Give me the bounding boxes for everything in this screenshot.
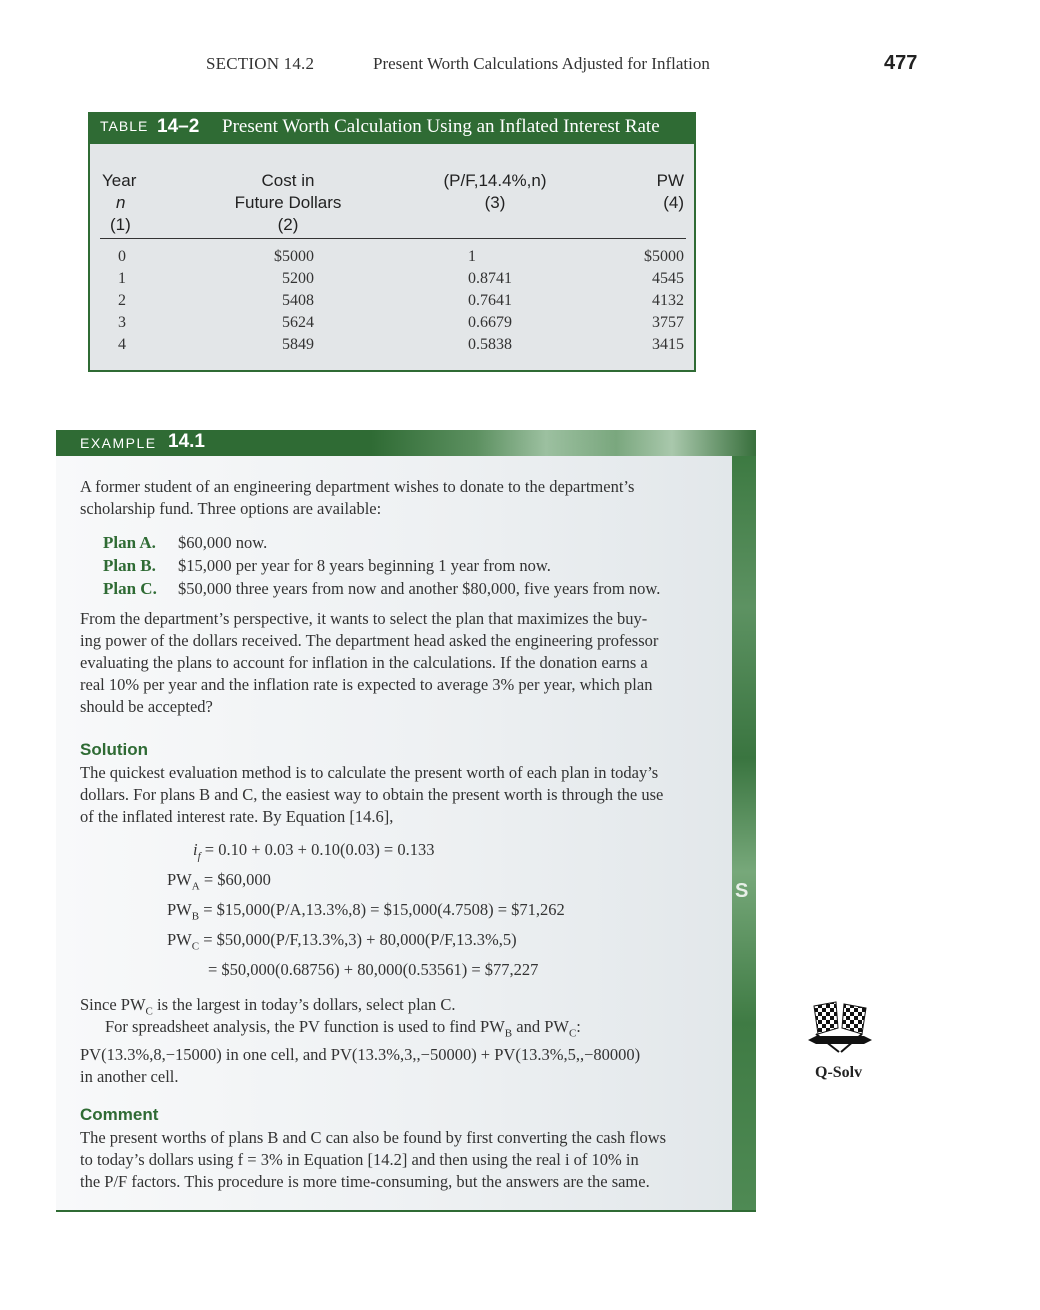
table-row: 5408 [282,292,314,309]
table-row: 0.7641 [468,292,512,309]
page-number: 477 [884,52,918,74]
comment-text: The present worths of plans B and C can also be found by first converting the cash flows to today’s dollars using f = 3% in Equation [14.2] and then using the real i of 10% in the P/F factors. This procedure is more time-consuming, but the answers are the same. [80,1128,667,1191]
equation-inflated-rate: $i_f = 0.10 + 0.03 + 0.10(0.03) = 0.133$ [193,840,435,863]
list-item: Plan B. $15,000 per year for 8 years beginning 1 year from now. [103,556,551,575]
col-factor [468,246,548,356]
example-bottom-rule [56,1210,756,1212]
col-header-factor: (P/F,14.4%,n) (3) [443,171,547,212]
table-row: 3 [118,314,126,331]
example-intro: A former student of an engineering department wishes to donate to the department’s scholarship fund. Three options are available: [80,477,635,518]
table-number: 14–2 [157,116,200,137]
conclusion: Since $PW_C$ is the largest in today’s dollars, select plan C. [80,995,456,1018]
col-header-year: Year n (1) [102,171,137,234]
table-row: 2 [118,292,126,309]
equation-pw-a: $PW_A$ = $60,000 [167,870,271,893]
equation-pw-c: $PW_C$ = $50,000(P/F,13.3%,3) + 80,000(P/F,13.3%,5) [167,930,517,953]
table-row: 0.8741 [468,270,512,287]
table-row: 3415 [652,336,684,353]
table-title-bar [90,114,694,144]
running-title: Present Worth Calculations Adjusted for Inflation [373,54,710,73]
header-rule [100,238,686,239]
table-row: 1 [468,248,476,265]
list-item: Plan A. $60,000 now. [103,533,268,552]
qsolv-label: Q-Solv [815,1064,863,1081]
checkered-flags-icon [806,1000,874,1060]
table-tag: TABLE [100,118,149,134]
solution-heading: Solution [80,740,148,759]
table-row: 0.5838 [468,336,512,353]
table-row: 1 [118,270,126,287]
table-row: 4 [118,336,126,353]
col-cost [240,246,314,356]
side-letter: S [735,880,749,902]
solution-text: The quickest evaluation method is to calculate the present worth of each plan in today’s dollars. For plans B and C, the easiest way to obtain the present worth is through the use of the inflated interest rate. By Equation [14.6], [80,763,664,826]
col-header-pw: PW (4) [656,171,684,212]
table-row: 0.6679 [468,314,512,331]
col-pw [610,246,684,356]
table-row: 5624 [282,314,314,331]
example-title-bar [56,430,756,456]
table-row: $5000 [274,248,314,265]
col-header-cost: Cost in Future Dollars (2) [234,171,342,234]
plan-list [103,532,723,601]
table-row: 0 [118,248,126,265]
example-tag: EXAMPLE [80,435,157,451]
comment-heading: Comment [80,1105,159,1124]
spreadsheet-note: For spreadsheet analysis, the PV function is used to find $PW_B$ and $PW_C$: PV(13.3%,8,−15000) in one cell, and PV(13.3%,3,,−50000) + PV(13.3%,5,,−80000) in another cell. [80,1017,641,1087]
equation-pw-b: $PW_B$ = $15,000(P/A,13.3%,8) = $15,000(4.7508) = $71,262 [167,900,565,923]
table-row: $5000 [644,248,684,265]
example-number: 14.1 [168,431,205,452]
table-row: 4545 [652,270,684,287]
table-row: 5849 [282,336,314,353]
table-caption: Present Worth Calculation Using an Inflated Interest Rate [222,116,660,137]
col-year [110,246,134,356]
table-14-2 [88,112,696,372]
table-row: 4132 [652,292,684,309]
problem-statement: From the department’s perspective, it wants to select the plan that maximizes the buy- ing power of the dollars received. The department head asked the engineering professor evaluating the plans to account for inflation in the calculations. If the donation earns a real 10% per year and the inflation rate is expected to average 3% per year, which plan should be accepted? [80,609,659,716]
section-label: SECTION 14.2 [206,54,315,73]
table-row: 5200 [282,270,314,287]
example-side-strip [732,456,756,1212]
list-item: Plan C. $50,000 three years from now and another $80,000, five years from now. [103,579,661,598]
table-row: 3757 [652,314,684,331]
equation-pw-c-result: = $50,000(0.68756) + 80,000(0.53561) = $77,227 [208,960,539,979]
